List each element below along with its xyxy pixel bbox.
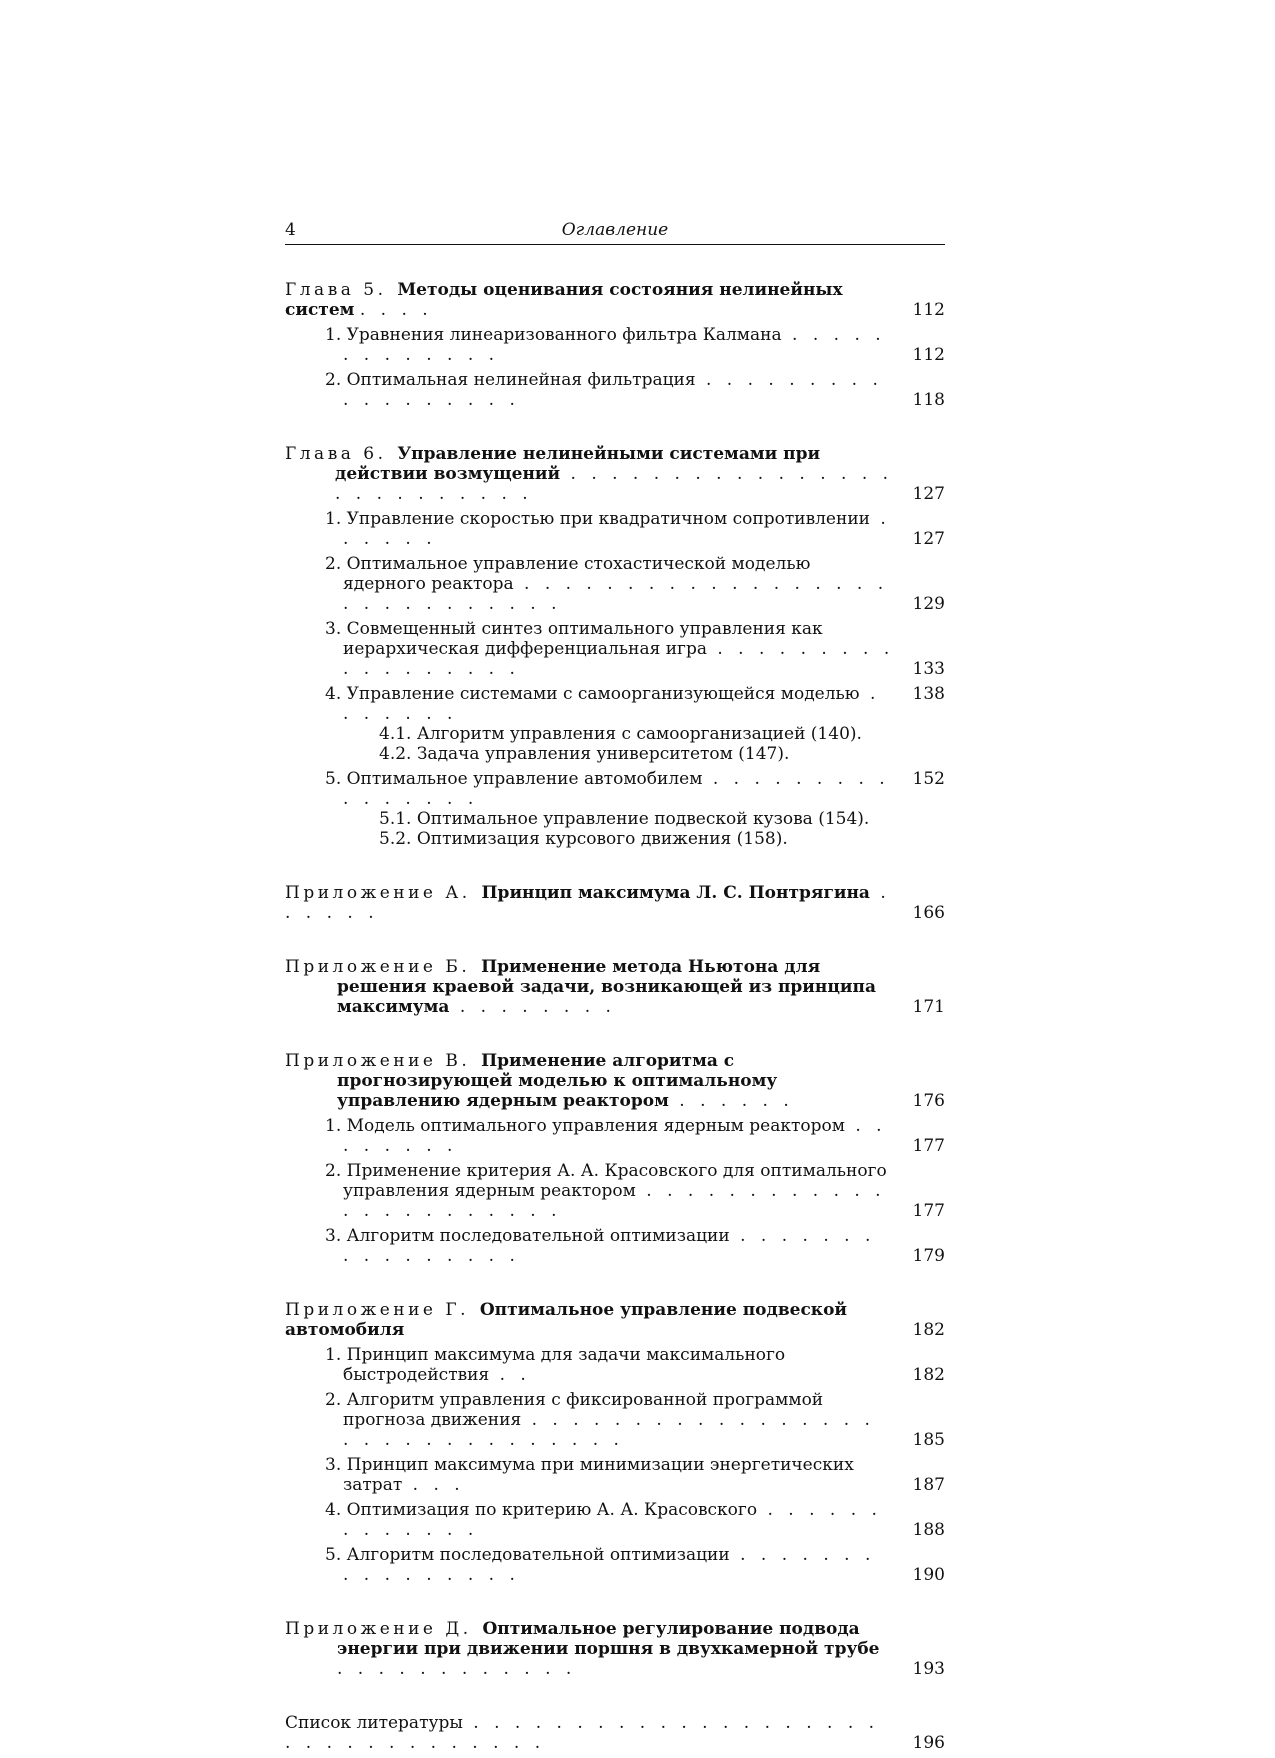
table-of-contents [285,280,945,1758]
page-number: 187 [912,1475,945,1495]
appendix-prefix: Приложение В. [285,1051,471,1071]
toc-entry-chapter-5[interactable]: Глава 5. Методы оценивания состояния нелинейных систем . . . . 112 [285,280,945,320]
toc-entry-appendix-v[interactable]: Приложение В. Применение алгоритма с прогнозирующей моделью к оптимальному управлению ядерным реактором . . . . . . 176 [285,1051,945,1111]
page-number: 133 [912,659,945,679]
toc-entry[interactable]: 4. Управление системами с самоорганизующейся моделью . . . . . . . 138 4.1. Алгоритм управления с самоорганизацией (140). 4.2. Задача управления университетом (147). [325,684,945,764]
chapter-prefix: Глава 5. [285,280,387,300]
references-title: Список литературы [285,1713,463,1733]
page-number: 118 [912,390,945,410]
entry-label: 3. Принцип максимума при минимизации энергетических затрат [325,1455,854,1495]
appendix-title: Применение метода Ньютона для решения краевой задачи, возникающей из принципа максимума [337,957,876,1017]
chapter-prefix: Глава 6. [285,444,387,464]
entry-label: 2. Алгоритм управления с фиксированной программой прогноза движения [325,1390,824,1430]
page-number: 182 [912,1365,945,1385]
appendix-prefix: Приложение Д. [285,1619,472,1639]
toc-group-appendix-v [285,1051,945,1266]
appendix-prefix: Приложение А. [285,883,471,903]
page-number: 179 [912,1246,945,1266]
toc-entry[interactable]: 5. Алгоритм последовательной оптимизации . . . . . . . . . . . . . . . . 190 [325,1545,945,1585]
toc-entry[interactable]: 4. Оптимизация по критерию А. А. Красовского . . . . . . . . . . . . . 188 [325,1500,945,1540]
toc-entry-appendix-b[interactable]: Приложение Б. Применение метода Ньютона для решения краевой задачи, возникающей из принципа максимума . . . . . . . . 171 [285,957,945,1017]
chapter-title: Методы оценивания состояния нелинейных систем [285,280,843,320]
running-header [285,218,945,245]
page-number: 177 [912,1136,945,1156]
page-number: 190 [912,1565,945,1585]
page-number: 182 [912,1320,945,1340]
toc-entry[interactable]: 1. Управление скоростью при квадратичном сопротивлении . . . . . . 127 [325,509,945,549]
toc-group-appendix-d [285,1619,945,1679]
entry-label: 1. Управление скоростью при квадратичном сопротивлении [325,509,870,529]
toc-group-ch5 [285,280,945,410]
chapter-title: Управление нелинейными системами при действии возмущений [335,444,821,484]
toc-entry[interactable]: 3. Принцип максимума при минимизации энергетических затрат . . . 187 [325,1455,945,1495]
entry-label: 2. Оптимальная нелинейная фильтрация [325,370,696,390]
toc-group-appendix-g [285,1300,945,1585]
page-number: 152 [912,769,945,789]
toc-entry-chapter-6[interactable]: Глава 6. Управление нелинейными системами при действии возмущений . . . . . . . . . . . . . . . . . . . . . . . . . . 127 [285,444,945,504]
page-number: 129 [912,594,945,614]
toc-group-ch6 [285,444,945,849]
appendix-title: Оптимальное регулирование подвода энергии при движении поршня в двухкамерной трубе [337,1619,880,1659]
entry-subsections: 5.1. Оптимальное управление подвеской кузова (154). 5.2. Оптимизация курсового движения (158). [379,809,870,849]
entry-label: 2. Оптимальное управление стохастической моделью ядерного реактора [325,554,811,594]
appendix-prefix: Приложение Г. [285,1300,470,1320]
header-page-number: 4 [285,220,296,240]
toc-entry-appendix-a[interactable]: Приложение А. Принцип максимума Л. С. Понтрягина . . . . . . 166 [285,883,945,923]
page-number: 138 [912,684,945,704]
entry-label: 2. Применение критерия А. А. Красовского для оптимального управления ядерным реактором [325,1161,887,1201]
entry-label: 3. Алгоритм последовательной оптимизации [325,1226,730,1246]
appendix-title: Принцип максимума Л. С. Понтрягина [481,883,870,903]
toc-entry[interactable]: 1. Принцип максимума для задачи максимального быстродействия . . 182 [325,1345,945,1385]
toc-entry[interactable]: 3. Алгоритм последовательной оптимизации . . . . . . . . . . . . . . . . 179 [325,1226,945,1266]
toc-entry[interactable]: 2. Оптимальное управление стохастической моделью ядерного реактора . . . . . . . . . . . . . . . . . . . . . . . . . . . . . 129 [325,554,945,614]
toc-group-appendix-b [285,957,945,1017]
entry-subsections: 4.1. Алгоритм управления с самоорганизацией (140). 4.2. Задача управления университетом (147). [379,724,862,764]
entry-label: 1. Принцип максимума для задачи максимального быстродействия [325,1345,786,1385]
page-number: 166 [912,903,945,923]
entry-label: 3. Совмещенный синтез оптимального управления как иерархическая дифференциальная игра [325,619,823,659]
entry-label: 4. Управление системами с самоорганизующейся моделью [325,684,860,704]
page-number: 196 [912,1733,945,1753]
entry-label: 1. Уравнения линеаризованного фильтра Калмана [325,325,782,345]
page-number: 188 [912,1520,945,1540]
toc-entry[interactable]: 2. Оптимальная нелинейная фильтрация . . . . . . . . . . . . . . . . . . 118 [325,370,945,410]
page-number: 127 [912,529,945,549]
toc-entry[interactable]: 2. Применение критерия А. А. Красовского для оптимального управления ядерным реактором . . . . . . . . . . . . . . . . . . . . . . . 177 [325,1161,945,1221]
page-number: 185 [912,1430,945,1450]
appendix-prefix: Приложение Б. [285,957,471,977]
entry-label: 1. Модель оптимального управления ядерным реактором [325,1116,845,1136]
page-number: 112 [912,345,945,365]
toc-entry[interactable]: 5. Оптимальное управление автомобилем . . . . . . . . . . . . . . . . 152 5.1. Оптимальное управление подвеской кузова (154). 5.2. Оптимизация курсового движения (158). [325,769,945,849]
page-number: 112 [912,300,945,320]
toc-entry[interactable]: 3. Совмещенный синтез оптимального управления как иерархическая дифференциальная игра . . . . . . . . . . . . . . . . . . 133 [325,619,945,679]
header-title: Оглавление [561,220,669,240]
appendix-title: Применение алгоритма с прогнозирующей моделью к оптимальному управлению ядерным реактором [337,1051,778,1111]
toc-entry-appendix-d[interactable]: Приложение Д. Оптимальное регулирование подвода энергии при движении поршня в двухкамерной трубе . . . . . . . . . . . . 193 [285,1619,945,1679]
entry-label: 4. Оптимизация по критерию А. А. Красовского [325,1500,758,1520]
entry-label: 5. Алгоритм последовательной оптимизации [325,1545,730,1565]
toc-group-references [285,1713,945,1753]
toc-entry-appendix-g[interactable] [285,1300,945,1340]
entry-label: 5. Оптимальное управление автомобилем [325,769,703,789]
appendix-title: Оптимальное управление подвеской автомобиля [285,1300,848,1340]
toc-entry[interactable]: 1. Уравнения линеаризованного фильтра Калмана . . . . . . . . . . . . . 112 [325,325,945,365]
page-number: 177 [912,1201,945,1221]
toc-entry[interactable]: 2. Алгоритм управления с фиксированной программой прогноза движения . . . . . . . . . . . . . . . . . . . . . . . . . . . . . . . 185 [325,1390,945,1450]
toc-group-appendix-a [285,883,945,923]
toc-entry-references[interactable]: Список литературы . . . . . . . . . . . . . . . . . . . . . . . . . . . . . . . . . 196 [285,1713,945,1753]
toc-entry[interactable]: 1. Модель оптимального управления ядерным реактором . . . . . . . . 177 [325,1116,945,1156]
